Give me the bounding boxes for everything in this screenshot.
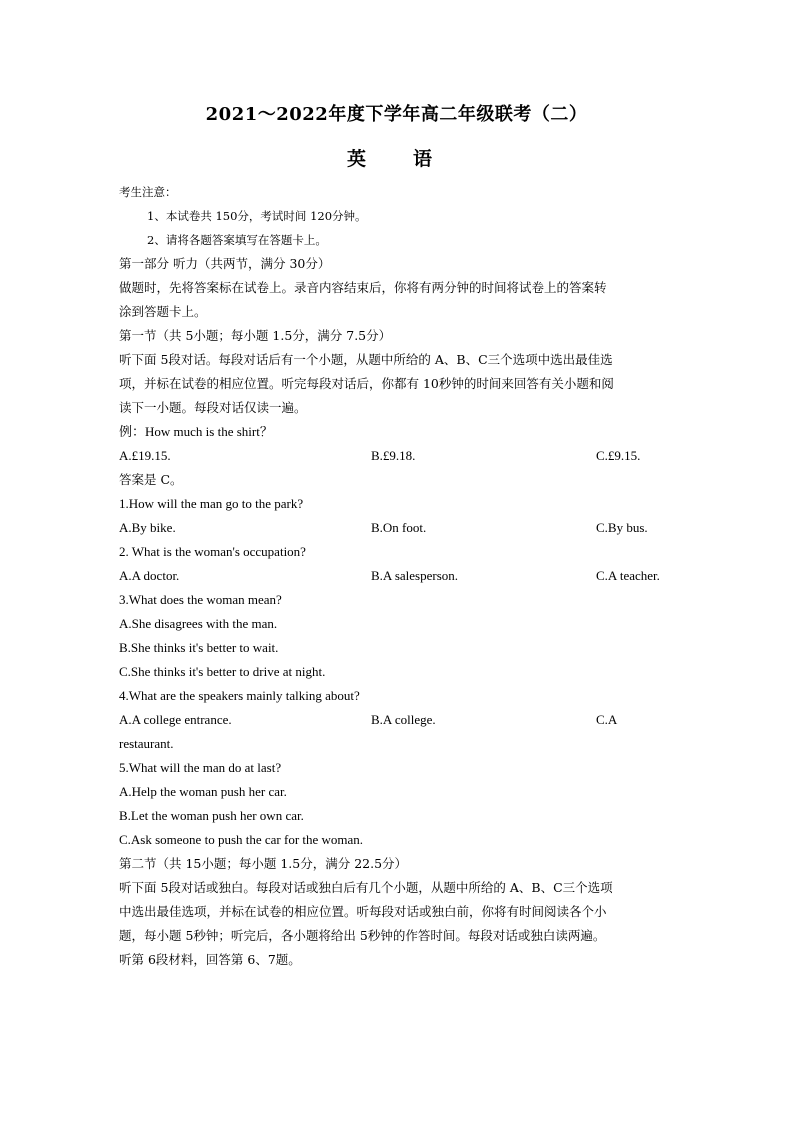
section1-heading: 第一节（共 5小题；每小题 1.5分，满分 7.5分）	[119, 328, 392, 343]
question-1-stem: 1.How will the man go to the park?	[119, 496, 304, 511]
question-3-stem: 3.What does the woman mean?	[119, 592, 282, 607]
question-5-option-b: B.Let the woman push her own car.	[119, 808, 304, 823]
question-4-option-c: C.A	[596, 712, 618, 727]
question-4-option-b: B.A college.	[371, 712, 436, 727]
question-4-stem: 4.What are the speakers mainly talking about?	[119, 688, 360, 703]
question-4-option-c-continued: restaurant.	[119, 736, 174, 751]
part1-instruction-line2: 涂到答题卡上。	[119, 304, 207, 319]
example-option-a: A.£19.15.	[119, 448, 171, 463]
question-2-option-c: C.A teacher.	[596, 568, 660, 583]
example-options	[119, 444, 679, 468]
question-1-option-b: B.On foot.	[371, 520, 427, 535]
question-1-option-c: C.By bus.	[596, 520, 648, 535]
subject-title: 英 语	[346, 148, 446, 170]
part1-instruction-line1: 做题时，先将答案标在试卷上。录音内容结束后，你将有两分钟的时间将试卷上的答案转	[119, 280, 607, 295]
question-4-options	[119, 708, 679, 732]
example-question: 例：How much is the shirt？	[119, 424, 273, 439]
section2-instruction-line3: 题，每小题 5秒钟；听完后，各小题将给出 5秒钟的作答时间。每段对话或独白读两遍。	[119, 928, 606, 943]
section1-instruction-line2: 项，并标在试卷的相应位置。听完每段对话后，你都有 10秒钟的时间来回答有关小题和阅	[119, 376, 614, 391]
example-option-c: C.£9.15.	[596, 448, 641, 463]
section1-instruction-line1: 听下面 5段对话。每段对话后有一个小题，从题中所给的 A、B、C三个选项中选出最佳选	[119, 352, 613, 367]
question-2-option-b: B.A salesperson.	[371, 568, 459, 583]
section2-instruction-line4: 听第 6段材料，回答第 6、7题。	[119, 952, 301, 967]
exam-body	[119, 180, 679, 972]
exam-title: 2021～2022年度下学年高二年级联考（二）	[205, 104, 588, 125]
question-3-option-c: C.She thinks it's better to drive at night.	[119, 664, 326, 679]
notes-label: 考生注意：	[119, 185, 177, 199]
part1-heading: 第一部分 听力（共两节，满分 30分）	[119, 256, 331, 271]
question-1-options	[119, 516, 679, 540]
question-5-option-c: C.Ask someone to push the car for the woman.	[119, 832, 364, 847]
section2-heading: 第二节（共 15小题；每小题 1.5分，满分 22.5分）	[119, 856, 408, 871]
question-2-options	[119, 564, 679, 588]
example-answer: 答案是 C。	[119, 472, 183, 487]
question-5-stem: 5.What will the man do at last?	[119, 760, 282, 775]
note-item-1: 1、本试卷共 150分，考试时间 120分钟。	[147, 209, 367, 223]
question-1-option-a: A.By bike.	[119, 520, 176, 535]
question-4-option-a: A.A college entrance.	[119, 712, 232, 727]
question-3-option-a: A.She disagrees with the man.	[119, 616, 278, 631]
example-option-b: B.£9.18.	[371, 448, 416, 463]
note-item-2: 2、请将各题答案填写在答题卡上。	[147, 233, 327, 247]
section2-instruction-line1: 听下面 5段对话或独白。每段对话或独白后有几个小题，从题中所给的 A、B、C三个选项	[119, 880, 613, 895]
section2-instruction-line2: 中选出最佳选项，并标在试卷的相应位置。听每段对话或独白前，你将有时间阅读各个小	[119, 904, 607, 919]
section1-instruction-line3: 读下一小题。每段对话仅读一遍。	[119, 400, 307, 415]
question-5-option-a: A.Help the woman push her car.	[119, 784, 287, 799]
question-2-stem: 2. What is the woman's occupation?	[119, 544, 306, 559]
question-3-option-b: B.She thinks it's better to wait.	[119, 640, 279, 655]
question-2-option-a: A.A doctor.	[119, 568, 180, 583]
